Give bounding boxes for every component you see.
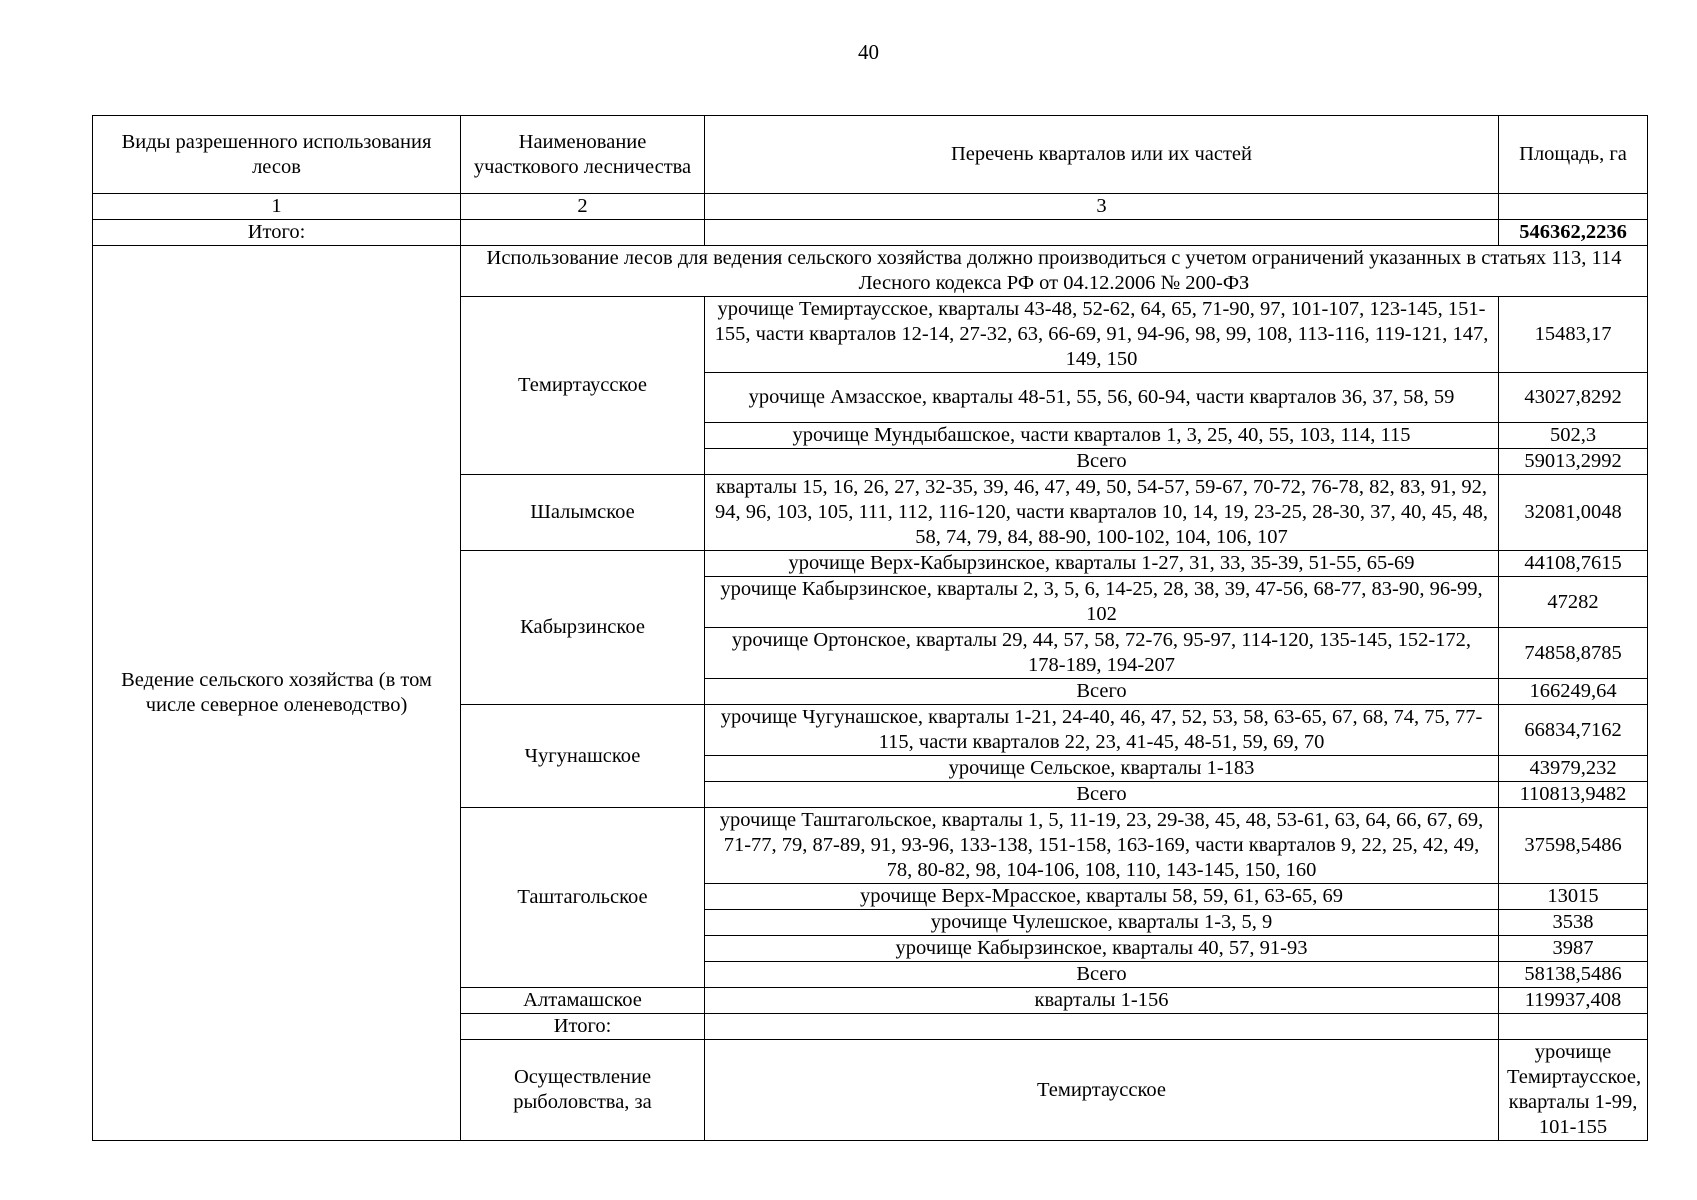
- quarters-cell: урочище Мундыбашское, части кварталов 1, 3, 25, 40, 55, 103, 114, 115: [705, 423, 1499, 449]
- total-value: 546362,2236: [1499, 220, 1648, 246]
- quarters-cell: кварталы 1-156: [705, 988, 1499, 1014]
- column-number-row: [93, 194, 1648, 220]
- quarters-cell: урочище Чугунашское, кварталы 1-21, 24-40, 46, 47, 52, 53, 58, 63-65, 67, 68, 74, 75, 77-115, части кварталов 22, 23, 41-45, 48-51, 59, 69, 70: [705, 705, 1499, 756]
- quarters-cell: урочище Таштагольское, кварталы 1, 5, 11-19, 23, 29-38, 45, 48, 53-61, 63, 64, 66, 67, 69, 71-77, 79, 87-89, 91, 93-96, 133-138, 151-158, 163-169, части кварталов 9, 22, 25, 42, 49, 78, 80-82, 98, 104-106, 108, 110, 143-145, 150, 160: [705, 808, 1499, 884]
- area-cell: 15483,17: [1499, 297, 1648, 373]
- area-cell: 47282: [1499, 577, 1648, 628]
- agriculture-note-row: [93, 246, 1648, 297]
- area-cell: 37598,5486: [1499, 808, 1648, 884]
- header-quarters: Перечень кварталов или их частей: [705, 116, 1499, 194]
- area-cell: 43979,232: [1499, 756, 1648, 782]
- quarters-cell: урочище Амзасское, кварталы 48-51, 55, 56, 60-94, части кварталов 36, 37, 58, 59: [705, 373, 1499, 423]
- agriculture-note: Использование лесов для ведения сельского хозяйства должно производиться с учетом ограничений указанных в статьях 113, 114 Лесного кодекса РФ от 04.12.2006 № 200-ФЗ: [461, 246, 1648, 297]
- forestry-name: Темиртаусское: [705, 1040, 1499, 1141]
- area-cell: 43027,8292: [1499, 373, 1648, 423]
- table-header-row: [93, 116, 1648, 194]
- area-cell: 502,3: [1499, 423, 1648, 449]
- empty-cell: [705, 220, 1499, 246]
- empty-cell: [1499, 1014, 1648, 1040]
- subtotal-label: Всего: [705, 782, 1499, 808]
- header-use-type: Виды разрешенного использования лесов: [93, 116, 461, 194]
- forest-use-table: [92, 115, 1648, 1141]
- quarters-cell: урочище Кабырзинское, кварталы 40, 57, 91-93: [705, 936, 1499, 962]
- column-number-4: [1499, 194, 1648, 220]
- subtotal-value: 110813,9482: [1499, 782, 1648, 808]
- quarters-cell: урочище Темиртаусское, кварталы 43-48, 52-62, 64, 65, 71-90, 97, 101-107, 123-145, 151-155, части кварталов 12-14, 27-32, 63, 66-69, 91, 94-96, 98, 99, 108, 113-116, 119-121, 147, 149, 150: [705, 297, 1499, 373]
- forestry-name: Шалымское: [461, 475, 705, 551]
- area-cell: 3538: [1499, 910, 1648, 936]
- forestry-name: Алтамашское: [461, 988, 705, 1014]
- area-cell: 13015: [1499, 884, 1648, 910]
- header-forestry: Наименование участкового лесничества: [461, 116, 705, 194]
- forestry-name: Кабырзинское: [461, 551, 705, 705]
- quarters-cell: урочище Чулешское, кварталы 1-3, 5, 9: [705, 910, 1499, 936]
- column-number-3: 3: [705, 194, 1499, 220]
- subtotal-value: 59013,2992: [1499, 449, 1648, 475]
- use-type-agriculture: Ведение сельского хозяйства (в том числе северное оленеводство): [93, 246, 461, 1141]
- empty-cell: [705, 1014, 1499, 1040]
- column-number-1: 1: [93, 194, 461, 220]
- forestry-name: Темиртаусское: [461, 297, 705, 475]
- quarters-cell: урочище Темиртаусское, кварталы 1-99, 101-155: [1499, 1040, 1648, 1141]
- total-row-top: [93, 220, 1648, 246]
- page-number: 40: [858, 40, 879, 64]
- area-cell: 3987: [1499, 936, 1648, 962]
- subtotal-value: 166249,64: [1499, 679, 1648, 705]
- subtotal-label: Всего: [705, 449, 1499, 475]
- quarters-cell: урочище Кабырзинское, кварталы 2, 3, 5, 6, 14-25, 28, 38, 39, 47-56, 68-77, 83-90, 96-99, 102: [705, 577, 1499, 628]
- quarters-cell: урочище Верх-Мрасское, кварталы 58, 59, 61, 63-65, 69: [705, 884, 1499, 910]
- forestry-name: Таштагольское: [461, 808, 705, 988]
- total-label: Итого:: [461, 1014, 705, 1040]
- subtotal-value: 58138,5486: [1499, 962, 1648, 988]
- quarters-cell: урочище Ортонское, кварталы 29, 44, 57, 58, 72-76, 95-97, 114-120, 135-145, 152-172, 178-189, 194-207: [705, 628, 1499, 679]
- area-cell: 119937,408: [1499, 988, 1648, 1014]
- empty-cell: [461, 220, 705, 246]
- area-cell: 66834,7162: [1499, 705, 1648, 756]
- column-number-2: 2: [461, 194, 705, 220]
- forestry-name: Чугунашское: [461, 705, 705, 808]
- subtotal-label: Всего: [705, 962, 1499, 988]
- header-area: Площадь, га: [1499, 116, 1648, 194]
- total-label: Итого:: [93, 220, 461, 246]
- use-type-fishing: Осуществление рыболовства, за: [461, 1040, 705, 1141]
- quarters-cell: кварталы 15, 16, 26, 27, 32-35, 39, 46, 47, 49, 50, 54-57, 59-67, 70-72, 76-78, 82, 83, 91, 92, 94, 96, 103, 105, 111, 112, 116-120, части кварталов 10, 14, 19, 23-25, 28-30, 37, 40, 45, 48, 58, 74, 79, 84, 88-90, 100-102, 104, 106, 107: [705, 475, 1499, 551]
- area-cell: 74858,8785: [1499, 628, 1648, 679]
- area-cell: 32081,0048: [1499, 475, 1648, 551]
- quarters-cell: урочище Верх-Кабырзинское, кварталы 1-27, 31, 33, 35-39, 51-55, 65-69: [705, 551, 1499, 577]
- subtotal-label: Всего: [705, 679, 1499, 705]
- area-cell: 44108,7615: [1499, 551, 1648, 577]
- quarters-cell: урочище Сельское, кварталы 1-183: [705, 756, 1499, 782]
